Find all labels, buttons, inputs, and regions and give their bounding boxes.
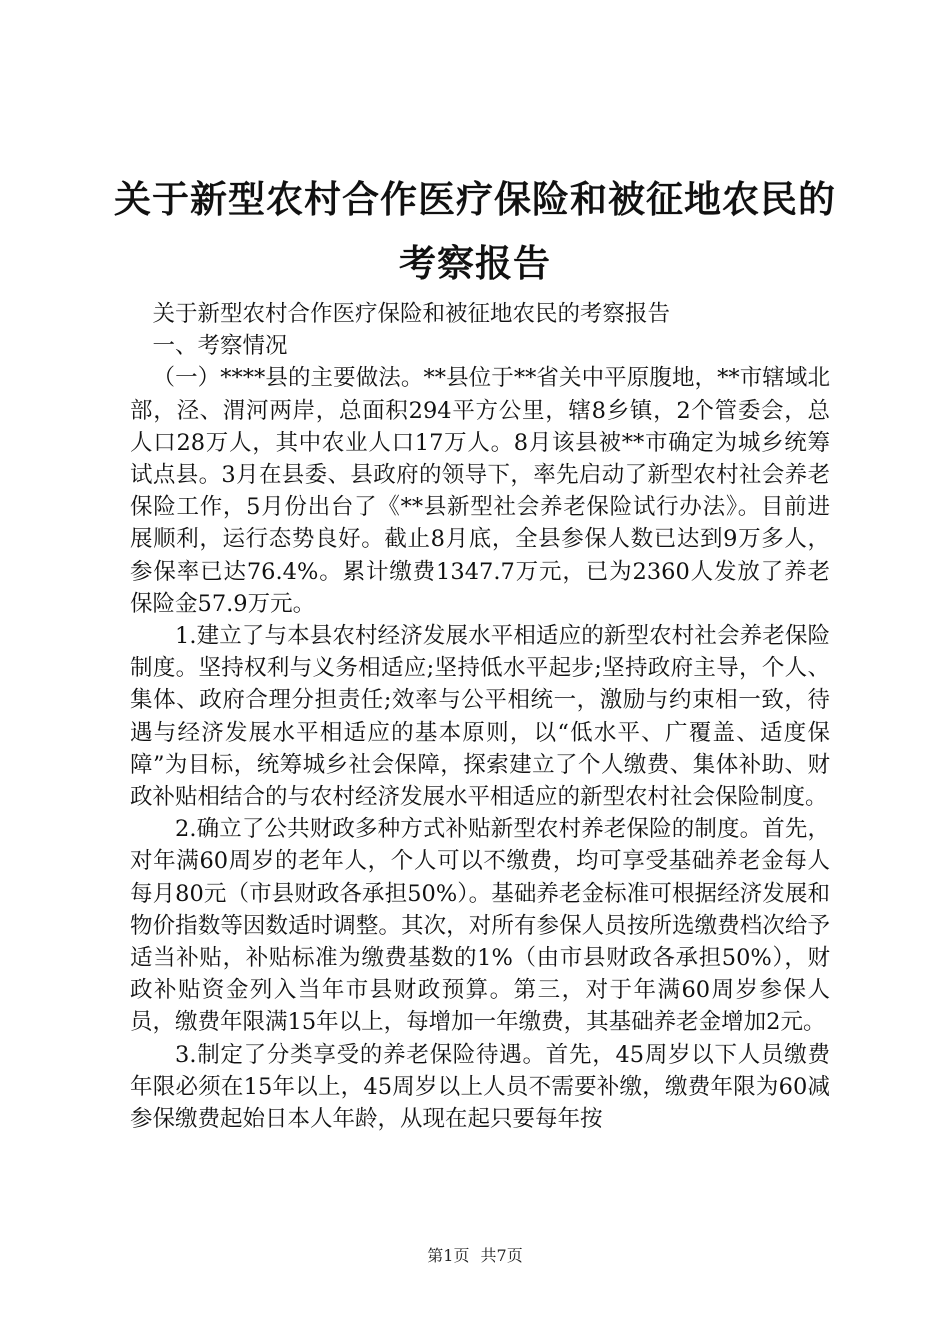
subtitle-line: 关于新型农村合作医疗保险和被征地农民的考察报告 xyxy=(152,301,671,327)
page-footer xyxy=(0,1243,950,1266)
page-total: 共7页 xyxy=(480,1246,523,1265)
paragraph-3: 2.确立了公共财政多种方式补贴新型农村养老保险的制度。首先，对年满60周岁的老年人，个人可以不缴费，均可享受基础养老金每人每月80元（市县财政各承担50%）。基础养老金标准可根据经济发展和物价指数等因数适时调整。其次，对所有参保人员按所选缴费档次给予适当补贴，补贴标准为缴费基数的1%（由市县财政各承担50%），财政补贴资金列入当年市县财政预算。第三，对于年满60周岁参保人员，缴费年限满15年以上，每增加一年缴费，其基础养老金增加2元。 xyxy=(130,816,830,1036)
document-body xyxy=(130,298,830,1135)
section-heading: 一、考察情况 xyxy=(152,333,288,360)
paragraph-1: （一）****县的主要做法。**县位于**省关中平原腹地，**市辖域北部，泾、渭河两岸，总面积294平方公里，辖8乡镇，2个管委会，总人口28万人，其中农业人口17万人。8月该县被**市确定为城乡统筹试点县。3月在县委、县政府的领导下，率先启动了新型农村社会养老保险工作，5月份出台了《**县新型社会养老保险试行办法》。目前进展顺利，运行态势良好。截止8月底，全县参保人数已达到9万多人，参保率已达76.4%。累计缴费1347.7万元，已为2360人发放了养老保险金57.9万元。 xyxy=(130,365,830,617)
paragraph-4: 3.制定了分类享受的养老保险待遇。首先，45周岁以下人员缴费年限必须在15年以上，45周岁以上人员不需要补缴，缴费年限为60减参保缴费起始日本人年龄，从现在起只要每年按 xyxy=(130,1041,830,1133)
document-title: 关于新型农村合作医疗保险和被征地农民的考察报告 xyxy=(114,178,836,285)
page-number: 第1页 xyxy=(427,1246,470,1265)
paragraph-2: 1.建立了与本县农村经济发展水平相适应的新型农村社会养老保险制度。坚持权利与义务相适应;坚持低水平起步;坚持政府主导，个人、集体、政府合理分担责任;效率与公平相统一，激励与约束相一致，待遇与经济发展水平相适应的基本原则，以“低水平、广覆盖、适度保障”为目标，统筹城乡社会保障，探索建立了个人缴费、集体补助、财政补贴相结合的与农村经济发展水平相适应的新型农村社会保险制度。 xyxy=(130,623,830,811)
